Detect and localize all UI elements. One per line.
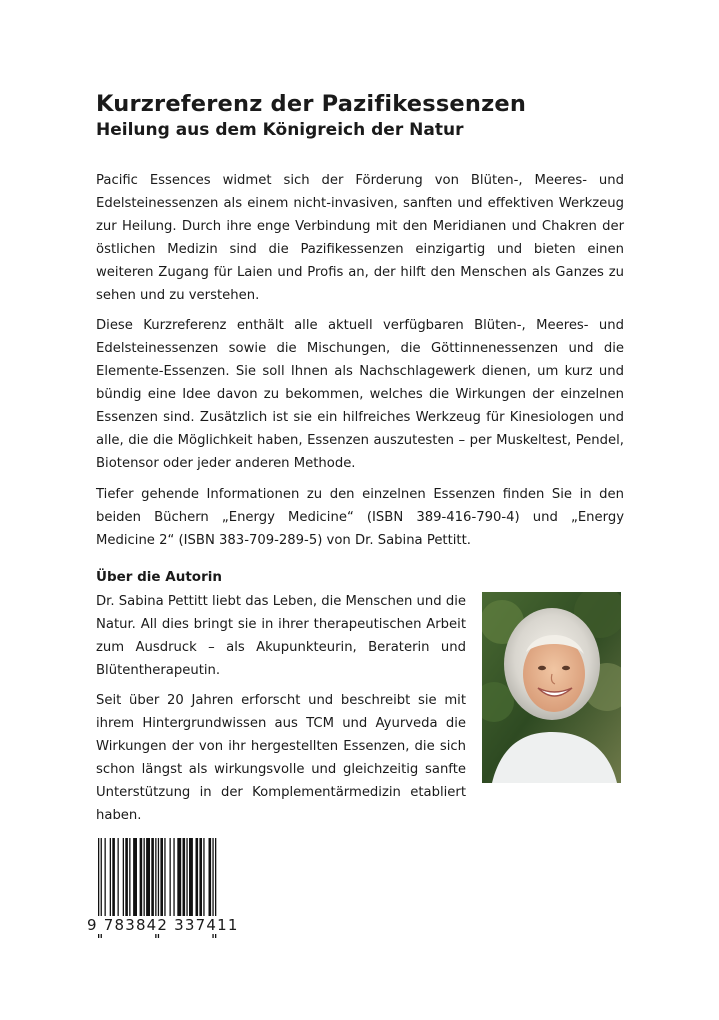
barcode-bar bbox=[203, 838, 204, 922]
about-author-heading: Über die Autorin bbox=[96, 569, 222, 585]
barcode-bar bbox=[110, 838, 111, 922]
barcode-bar bbox=[151, 838, 154, 922]
barcode-bar bbox=[209, 838, 212, 922]
barcode-bar bbox=[196, 838, 199, 922]
barcode-bar bbox=[125, 838, 128, 922]
description-paragraph: Diese Kurzreferenz enthält alle aktuell verfügbaren Blüten-, Meeres- und Edelsteinessenzen sowie die Mischungen, die Göttinnenessenzen und die Elemente-Essenzen. Sie soll Ihnen als Nachschlagewerk dienen, um kurz und bündig eine Idee davon zu bekommen, welches die Wirkungen der einzelnen Essenzen sind. Zusätzlich ist sie ein hilfreiches Werkzeug für Kinesiologen und alle, die die Möglichkeit haben, Essenzen auszutesten – per Muskeltest, Pendel, Biotensor oder jeder anderen Methode. bbox=[96, 318, 624, 471]
barcode-bar bbox=[118, 838, 119, 922]
barcode-bar bbox=[133, 838, 137, 922]
barcode-number bbox=[86, 916, 239, 936]
barcode-bar bbox=[164, 838, 165, 922]
barcode-bar bbox=[170, 838, 171, 922]
barcode-bar bbox=[160, 838, 163, 922]
barcode-bar bbox=[189, 838, 193, 922]
barcode-bar bbox=[140, 838, 143, 922]
barcode-bar bbox=[129, 838, 130, 922]
barcode-bar bbox=[112, 838, 115, 922]
intro-paragraph: Pacific Essences widmet sich der Förderung von Blüten-, Meeres- und Edelsteinessenzen als einem nicht-invasiven, sanften und effektiven Werkzeug zur Heilung. Durch ihre enge Verbindung mit den Meridianen und Chakren der östlichen Medizin sind die Pazifikessenzen einzigartig und bieten einen weiteren Zugang für Laien und Profis an, der hilft den Menschen als Ganzes zu sehen und zu verstehen. bbox=[96, 173, 624, 303]
author-photo bbox=[482, 592, 621, 783]
author-bio-paragraph: Dr. Sabina Pettitt liebt das Leben, die Menschen und die Natur. All dies bringt sie in ihrer therapeutischen Arbeit zum Ausdruck – als Akupunkteurin, Beraterin und Blütentherapeutin. bbox=[96, 594, 466, 678]
page-title: Kurzreferenz der Pazifikessenzen bbox=[96, 91, 527, 117]
barcode-bar bbox=[173, 838, 174, 922]
barcode-bar bbox=[146, 838, 150, 922]
references-paragraph: Tiefer gehende Informationen zu den einzelnen Essenzen finden Sie in den beiden Büchern „Energy Medicine“ (ISBN 389-416-790-4) und „Energy Medicine 2“ (ISBN 383-709-289-5) von Dr. Sabina Pettitt. bbox=[96, 487, 624, 548]
barcode-number-text: 9 783842 337411 bbox=[87, 916, 239, 934]
barcode-bar bbox=[144, 838, 145, 922]
barcode-bar bbox=[186, 838, 187, 922]
barcode-bar bbox=[123, 838, 124, 922]
barcode-bar bbox=[105, 838, 106, 922]
barcode-bar bbox=[177, 838, 181, 922]
barcode-bar bbox=[199, 838, 202, 922]
barcode-bar bbox=[183, 838, 186, 922]
page-subtitle: Heilung aus dem Königreich der Natur bbox=[96, 120, 464, 140]
author-research-paragraph: Seit über 20 Jahren erforscht und beschreibt sie mit ihrem Hintergrundwissen aus TCM und Ayurveda die Wirkungen der von ihr hergestellten Essenzen, die sich schon längst als wirkungsvolle und gleichzeitig sanfte Unterstützung in der Komplementärmedizin etabliert haben. bbox=[96, 693, 466, 823]
